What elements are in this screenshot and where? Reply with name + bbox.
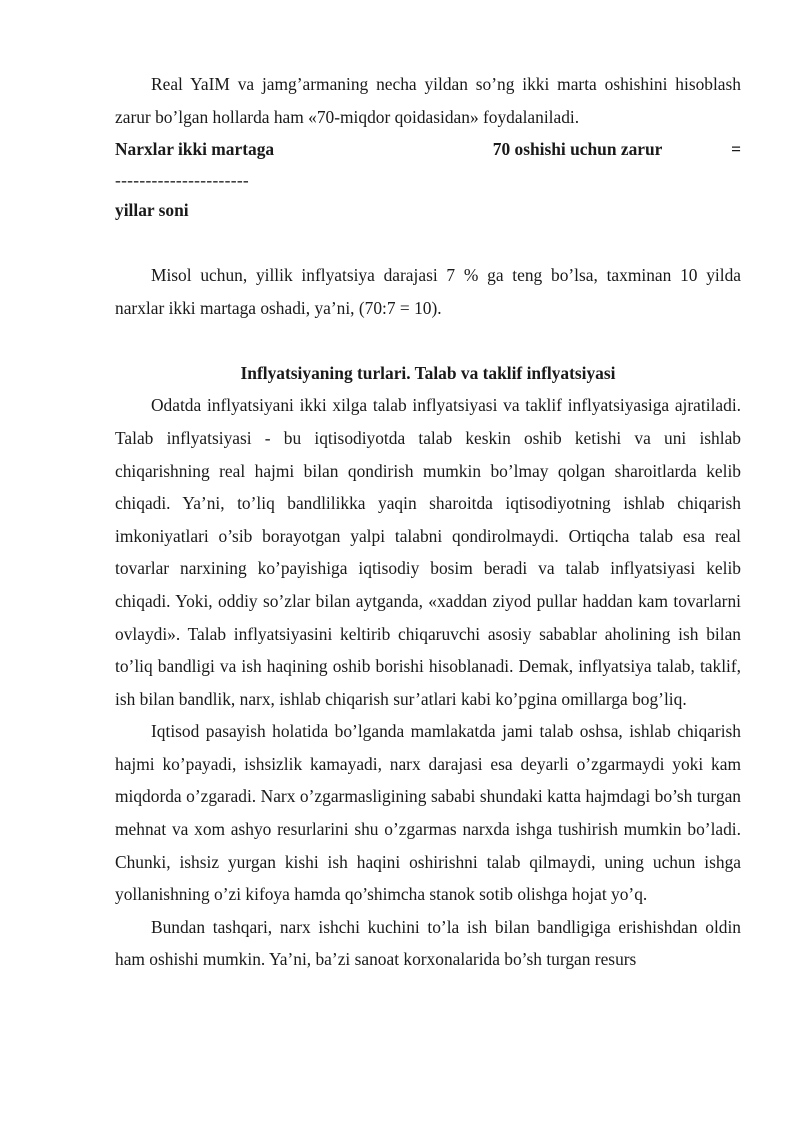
- formula-equals: =: [731, 139, 741, 160]
- paragraph-recession: Iqtisod pasayish holatida bo’lganda mamlakatda jami talab oshsa, ishlab chiqarish hajmi ko’payadi, ishsizlik kamayadi, narx darajasi esa deyarli o’zgarmaydi yoki kam miqdorda o’zgaradi. Narx o’zgarmasligining sababi shundaki katta hajmdagi bo’sh turgan mehnat va xom ashyo resurlarini shu o’zgarmas narxda ishga tushirish mumkin bo’ladi. Chunki, ishsiz yurgan kishi ish haqini oshirishni talab qilmaydi, uning uchun ishga yollanishning o’zi kifoya hamda qo’shimcha stanok sotib olishga hojat yo’q.: [115, 721, 741, 905]
- section-heading: Inflyatsiyaning turlari. Talab va taklif inflyatsiyasi: [240, 362, 616, 383]
- formula-middle: 70 oshishi uchun zarur: [492, 139, 663, 160]
- paragraph-example: Misol uchun, yillik inflyatsiya darajasi 7 % ga teng bo’lsa, taxminan 10 yilda narxlar ikki martaga oshadi, ya’ni, (70:7 = 10).: [115, 264, 741, 318]
- formula-denominator: yillar soni: [115, 199, 189, 220]
- formula-left: Narxlar ikki martaga: [115, 139, 275, 160]
- formula-divider: ----------------------: [115, 169, 250, 190]
- blank-line: [115, 226, 741, 259]
- blank-line: [115, 324, 741, 357]
- document-page: [115, 68, 741, 976]
- paragraph-besides: Bundan tashqari, narx ishchi kuchini to’la ish bilan bandligiga erishishdan oldin ham oshishi mumkin. Ya’ni, ba’zi sanoat korxonalarida bo’sh turgan resurs: [115, 916, 741, 970]
- formula-line: [115, 133, 741, 166]
- paragraph-demand-inflation: Odatda inflyatsiyani ikki xilga talab inflyatsiyasi va taklif inflyatsiyasiga ajratiladi. Talab inflyatsiyasi - bu iqtisodiyotda talab keskin oshib ketishi va uni ishlab chiqarishning real hajmi bilan qondirish mumkin bo’lmay qolgan sharoitlarda kelib chiqadi. Ya’ni, to’liq bandlilikka yaqin sharoitda iqtisodiyotning ishlab chiqarish imkoniyatlari o’sib borayotgan yalpi talabni qondirolmaydi. Ortiqcha talab esa real tovarlar narxining ko’payishiga iqtisodiy bosim beradi va talab inflyatsiyasi kelib chiqadi. Yoki, oddiy so’zlar bilan aytganda, «xaddan ziyod pullar haddan kam tovarlarni ovlaydi». Talab inflyatsiyasini keltirib chiqaruvchi asosiy sabablar aholining ish bilan to’liq bandligi va ish haqining oshib borishi hisoblanadi. Demak, inflyatsiya talab, taklif, ish bilan bandlik, narx, ishlab chiqarish sur’atlari kabi ko’pgina omillarga bog’liq.: [115, 395, 741, 709]
- paragraph-rule-70: Real YaIM va jamg’armaning necha yildan so’ng ikki marta oshishini hisoblash zarur bo’lgan hollarda ham «70-miqdor qoidasidan» foydalaniladi.: [115, 74, 741, 127]
